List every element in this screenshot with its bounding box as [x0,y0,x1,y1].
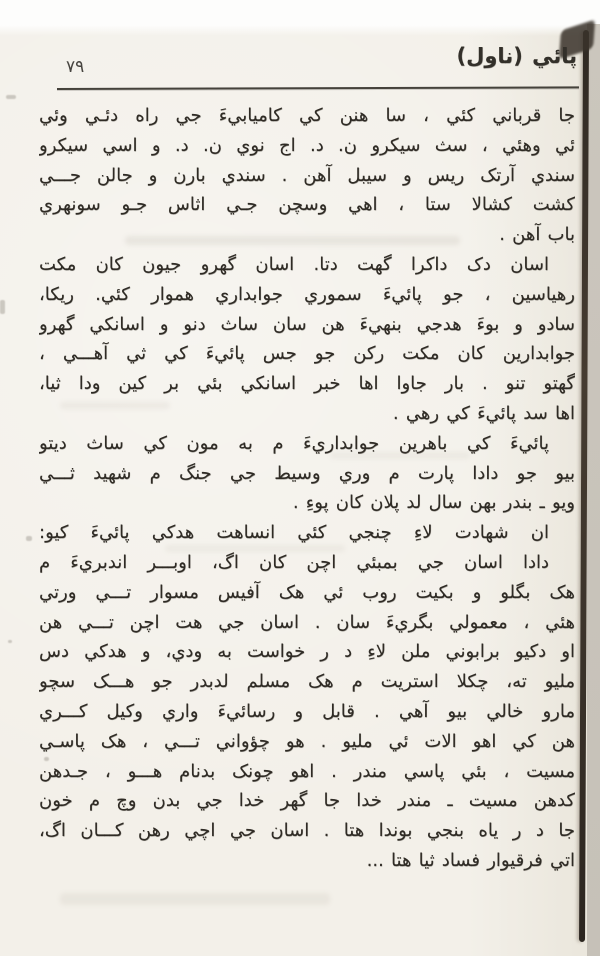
page-header [0,0,600,90]
text-line: کشت کشالا ستا ، اهي وسچن جـي اثاس جـو سونهري [39,194,575,216]
text-line: جا د ر ياه بنجي بوندا هتا . اسان جي اچي رهن کـــان اگ، [39,820,575,842]
bleed-through-smudge [165,545,345,552]
bleed-through-smudge [60,893,330,905]
text-line: کدهن مسيت ـ مندر خدا جا گهر خدا جي بدن وچ م خون [39,790,575,812]
text-line: اسان دک داکرا گهت دتا. اسان گهرو جيون کان مکت [39,253,549,275]
text-line: دادا اسان جي بمبئي اچن کان اگ، اوبـــر اندبريءَ م [39,551,549,573]
text-line: بيو جو دادا پارت م وري وسيط جي جنگ م شهيد ثـــي [39,462,575,484]
text-line: جوابدارين کان مکت رکن جو جس پائيءَ کي ثي آهـــي ، [39,343,575,365]
text-line: ئي وهئي ، سث سيکرو ن. د. اج نوي ن. د. و اسي سيکرو [39,134,575,156]
text-line: اتي فرقيوار فساد ثيا هتا ... [366,849,575,871]
page-number: ٧٩ [66,57,85,77]
scan-speck [0,300,5,314]
text-line: هئي ، معمولي بگريءَ سان . اسان جي هت اچن تـــي هن [39,611,575,633]
page-title: پائي (ناول) [456,44,577,68]
text-line: رهياسين ، جو پائيءَ سموري جوابداري هموار کئي. ريکا، [39,283,575,305]
text-line: او دکيو برابوني ملن لاءِ د ر خواست به ودي، و هدکي دس [39,641,575,663]
text-line: اها سد پائيءَ کي رهي . [392,402,575,424]
scan-speck [44,757,49,761]
text-line: ويو ـ بندر بهن سال لد پلان کان پوءِ . [292,492,575,514]
bleed-through-smudge [60,402,170,409]
text-line: سندي آرتک ريس و سيبل آهن . سندي بارن و جالن جـــي [39,164,575,186]
book-edge-gutter [587,24,600,956]
text-line: سادو و بوءَ هدجي بنهيءَ هن سان ساث دنو و اسانکي گهرو [39,313,575,335]
text-line: باب آهن . [499,224,575,246]
body-text [39,101,575,876]
text-line: مليو ته، چکلا استريت م هک مسلم لدبدر جو هـــک سچو [39,671,575,693]
bleed-through-smudge [125,236,460,245]
text-line: هن کي اهو الات ئي مليو . هو چؤواني تـــي ، هک پاسـي [39,730,575,752]
scan-speck [26,536,32,541]
text-line: گهتو تنو . بار جاوا اها خبر اسانکي بئي بر کين ودا ثيا، [39,373,575,395]
bleed-through-smudge [330,452,470,459]
text-line: مسيت ، بئي پاسي مندر . اهو چونک بدنام هـــو ، جـدهن [39,760,575,782]
text-line: ان شهادت لاءِ چنجي کئي انساهت هدکي پائيءَ کيو: [39,522,549,544]
text-line: مارو خالي بيو آهي . قابل و رسائيءَ واري وکيل کـــري [39,700,575,722]
scan-speck [6,95,16,99]
scan-speck [8,640,12,643]
text-line: هک بگلو و بکيت روب ئي هک آفيس مسوار تـــي ورتي [39,581,575,603]
text-line: پائيءَ کي باهرين جوابداريءَ م به مون کي ساث ديتو [39,432,549,454]
text-line: جا قرباني کئي ، سا هنن کي کاميابيءَ جي راه دئـي وئي [39,105,575,126]
